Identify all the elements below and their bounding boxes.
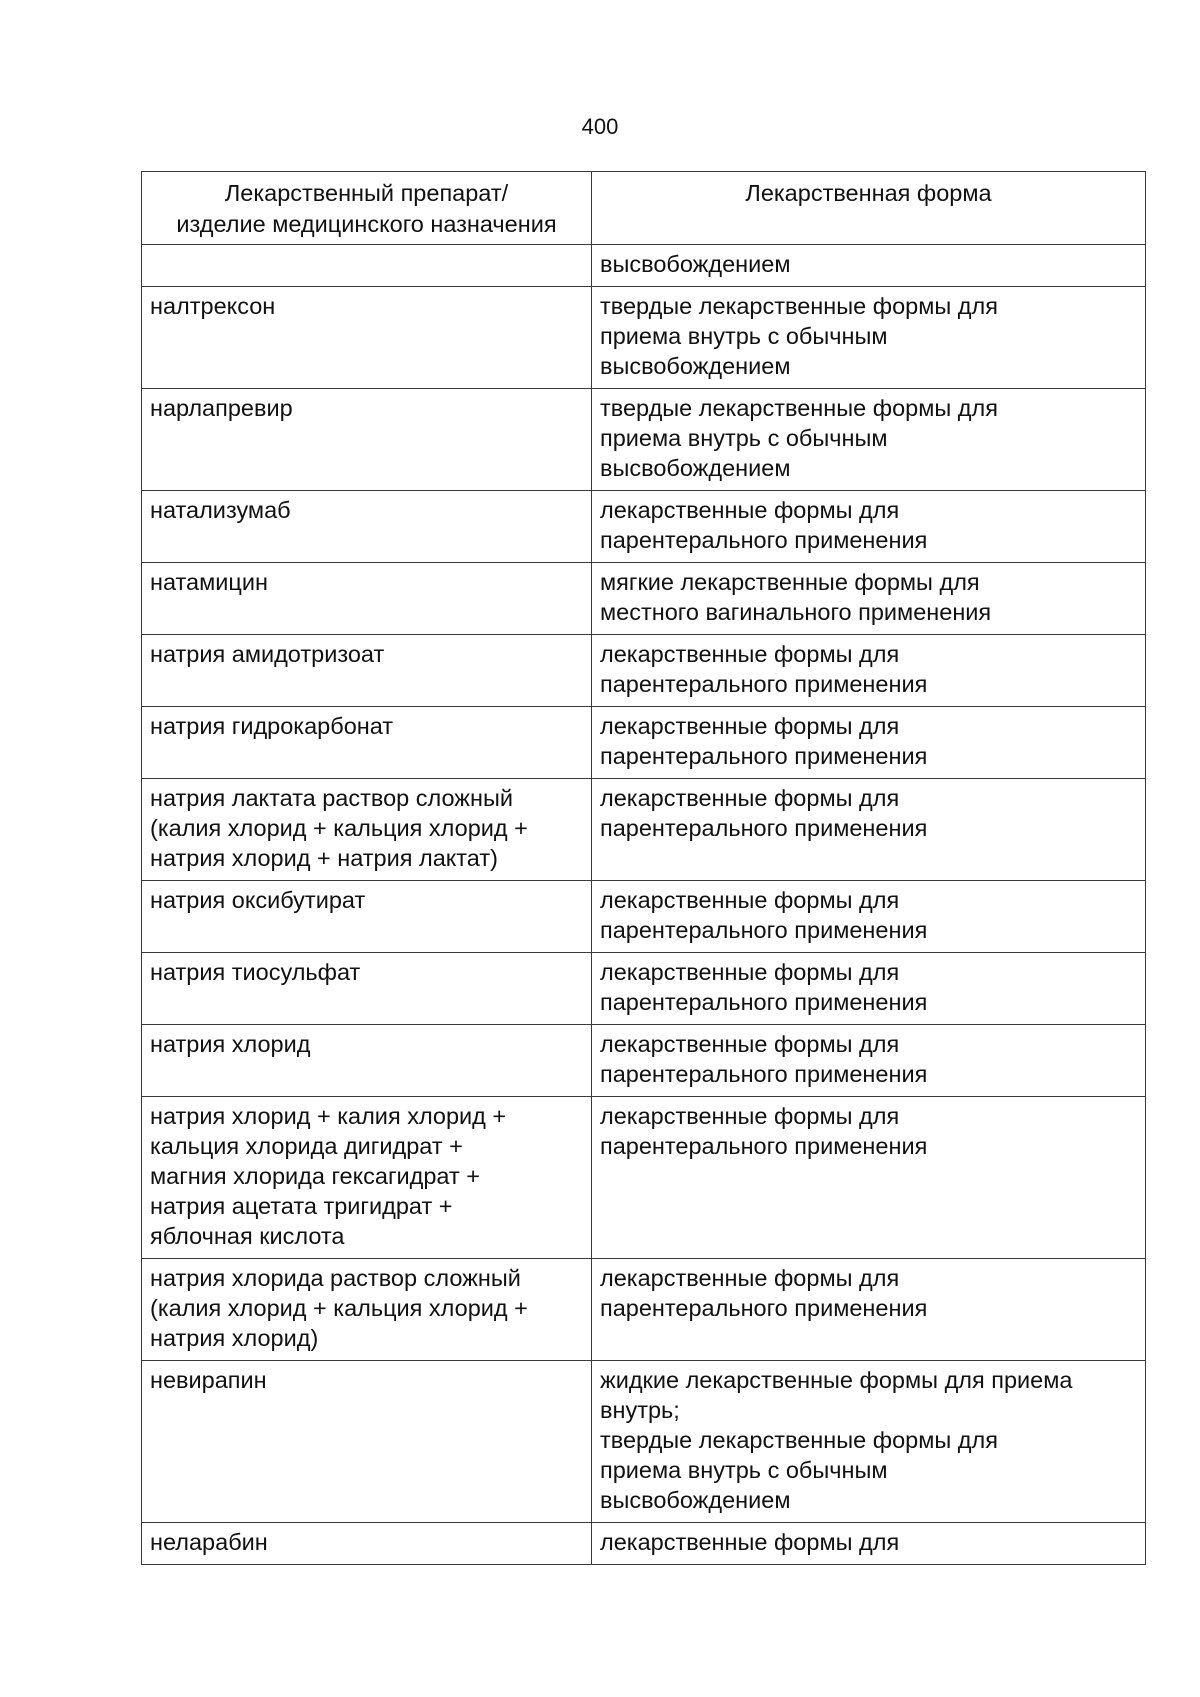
table-row bbox=[142, 1361, 1146, 1523]
drug-cell: натрия тиосульфат bbox=[142, 953, 592, 1025]
dosage-form-cell: лекарственные формы для парентерального применения bbox=[592, 707, 1146, 779]
drug-cell: натрия гидрокарбонат bbox=[142, 707, 592, 779]
dosage-form-cell: лекарственные формы для bbox=[592, 1523, 1146, 1565]
table-row bbox=[142, 953, 1146, 1025]
drug-cell: натрия амидотризоат bbox=[142, 635, 592, 707]
dosage-form-cell: лекарственные формы для парентерального применения bbox=[592, 881, 1146, 953]
drug-cell: налтрексон bbox=[142, 287, 592, 389]
dosage-form-cell: лекарственные формы для парентерального применения bbox=[592, 1259, 1146, 1361]
drug-cell: невирапин bbox=[142, 1361, 592, 1523]
drug-cell bbox=[142, 245, 592, 287]
drug-cell: натрия оксибутират bbox=[142, 881, 592, 953]
dosage-form-cell: высвобождением bbox=[592, 245, 1146, 287]
page-number: 400 bbox=[581, 114, 619, 139]
dosage-form-cell: лекарственные формы для парентерального применения bbox=[592, 1025, 1146, 1097]
table-row bbox=[142, 635, 1146, 707]
drug-cell: неларабин bbox=[142, 1523, 592, 1565]
dosage-form-cell: лекарственные формы для парентерального применения bbox=[592, 491, 1146, 563]
drug-cell: натамицин bbox=[142, 563, 592, 635]
table-row bbox=[142, 1523, 1146, 1565]
dosage-form-cell: твердые лекарственные формы для приема внутрь с обычным высвобождением bbox=[592, 287, 1146, 389]
dosage-form-cell: мягкие лекарственные формы для местного вагинального применения bbox=[592, 563, 1146, 635]
table-row bbox=[142, 491, 1146, 563]
dosage-form-cell: лекарственные формы для парентерального применения bbox=[592, 635, 1146, 707]
drug-forms-table bbox=[141, 171, 1146, 1565]
dosage-form-cell: лекарственные формы для парентерального применения bbox=[592, 953, 1146, 1025]
header-dosage-form: Лекарственная форма bbox=[592, 172, 1146, 245]
drug-cell: натрия лактата раствор сложный (калия хлорид + кальция хлорид + натрия хлорид + натрия лактат) bbox=[142, 779, 592, 881]
drug-cell: натрия хлорид bbox=[142, 1025, 592, 1097]
drug-cell: натрия хлорид + калия хлорид + кальция хлорида дигидрат + магния хлорида гексагидрат + натрия ацетата тригидрат + яблочная кислота bbox=[142, 1097, 592, 1259]
table-row bbox=[142, 707, 1146, 779]
table-row bbox=[142, 1097, 1146, 1259]
table-row bbox=[142, 287, 1146, 389]
table-row bbox=[142, 245, 1146, 287]
table-header-row bbox=[142, 172, 1146, 245]
drug-cell: натализумаб bbox=[142, 491, 592, 563]
dosage-form-cell: лекарственные формы для парентерального применения bbox=[592, 1097, 1146, 1259]
drug-cell: нарлапревир bbox=[142, 389, 592, 491]
dosage-form-cell: лекарственные формы для парентерального применения bbox=[592, 779, 1146, 881]
table-row bbox=[142, 881, 1146, 953]
dosage-form-cell: твердые лекарственные формы для приема внутрь с обычным высвобождением bbox=[592, 389, 1146, 491]
table-row bbox=[142, 389, 1146, 491]
dosage-form-cell: жидкие лекарственные формы для приема внутрь; твердые лекарственные формы для приема внутрь с обычным высвобождением bbox=[592, 1361, 1146, 1523]
table-row bbox=[142, 779, 1146, 881]
table-row bbox=[142, 1259, 1146, 1361]
table-row bbox=[142, 1025, 1146, 1097]
drug-cell: натрия хлорида раствор сложный (калия хлорид + кальция хлорид + натрия хлорид) bbox=[142, 1259, 592, 1361]
table-row bbox=[142, 563, 1146, 635]
header-drug: Лекарственный препарат/ изделие медицинского назначения bbox=[142, 172, 592, 245]
